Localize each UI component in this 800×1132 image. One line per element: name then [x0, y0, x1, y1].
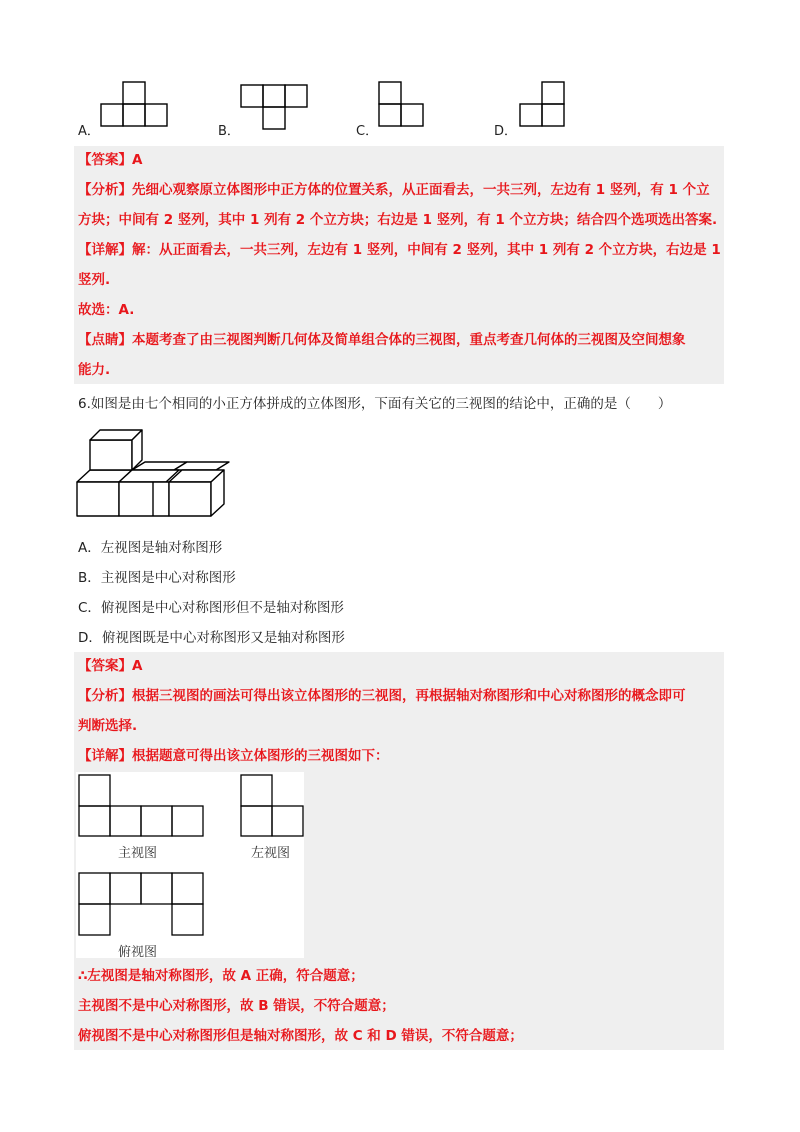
- option-d-label: D．: [494, 124, 518, 139]
- q6-analysis-line2: 判断选择.: [78, 718, 138, 734]
- q6-choice-b: B．主视图是中心对称图形: [78, 570, 236, 586]
- q6-detail: 【详解】根据题意可得出该立体图形的三视图如下：: [78, 748, 389, 764]
- q6-analysis-line1: 【分析】根据三视图的画法可得出该立体图形的三视图，再根据轴对称图形和中心对称图形的概念即可: [78, 688, 686, 704]
- q6-conclusion-line3: 俯视图不是中心对称图形但是轴对称图形，故 C 和 D 错误，不符合题意；: [78, 1028, 523, 1044]
- q5-analysis-line1: 【分析】先细心观察原立体图形中正方体的位置关系，从正面看去，一共三列，左边有 1 竖列，有 1 个立: [78, 182, 710, 198]
- front-view-figure: [78, 774, 208, 838]
- option-b-figure: [240, 84, 310, 130]
- q5-comment-line1: 【点睛】本题考查了由三视图判断几何体及简单组合体的三视图，重点考查几何体的三视图及空间想象: [78, 332, 686, 348]
- option-b-label: B．: [218, 124, 240, 139]
- q6-conclusion-line1: ∴左视图是轴对称图形，故 A 正确，符合题意；: [78, 968, 364, 984]
- option-c-figure: [378, 81, 426, 127]
- q6-solid-figure: [74, 424, 224, 518]
- q5-detail-line2: 竖列.: [78, 272, 111, 288]
- q6-answer: 【答案】A: [78, 658, 143, 674]
- q6-choice-a: A．左视图是轴对称图形: [78, 540, 223, 556]
- q5-analysis-line2: 方块；中间有 2 竖列，其中 1 列有 2 个立方块；右边是 1 竖列，有 1 个立方块；结合四个选项选出答案.: [78, 212, 718, 228]
- top-view-caption: 俯视图: [118, 945, 158, 960]
- q5-choose: 故选：A.: [78, 302, 135, 318]
- option-d-figure: [519, 81, 567, 127]
- q6-conclusion-line2: 主视图不是中心对称图形，故 B 错误，不符合题意；: [78, 998, 395, 1014]
- option-a-figure: [100, 81, 170, 127]
- option-c-label: C．: [356, 124, 379, 139]
- q5-comment-line2: 能力.: [78, 362, 111, 378]
- option-a-label: A．: [78, 124, 100, 139]
- q6-choice-d: D．俯视图既是中心对称图形又是轴对称图形: [78, 630, 345, 646]
- q5-detail-line1: 【详解】解：从正面看去，一共三列，左边有 1 竖列，中间有 2 竖列，其中 1 列有 2 个立方块，右边是 1: [78, 242, 721, 258]
- front-view-caption: 主视图: [118, 846, 158, 861]
- q5-answer: 【答案】A: [78, 152, 143, 168]
- q6-choice-c: C．俯视图是中心对称图形但不是轴对称图形: [78, 600, 344, 616]
- left-view-caption: 左视图: [251, 846, 291, 861]
- top-view-figure: [78, 872, 208, 938]
- q6-question: 6.如图是由七个相同的小正方体拼成的立体图形，下面有关它的三视图的结论中，正确的是（ ）: [78, 396, 672, 412]
- left-view-figure: [240, 774, 306, 838]
